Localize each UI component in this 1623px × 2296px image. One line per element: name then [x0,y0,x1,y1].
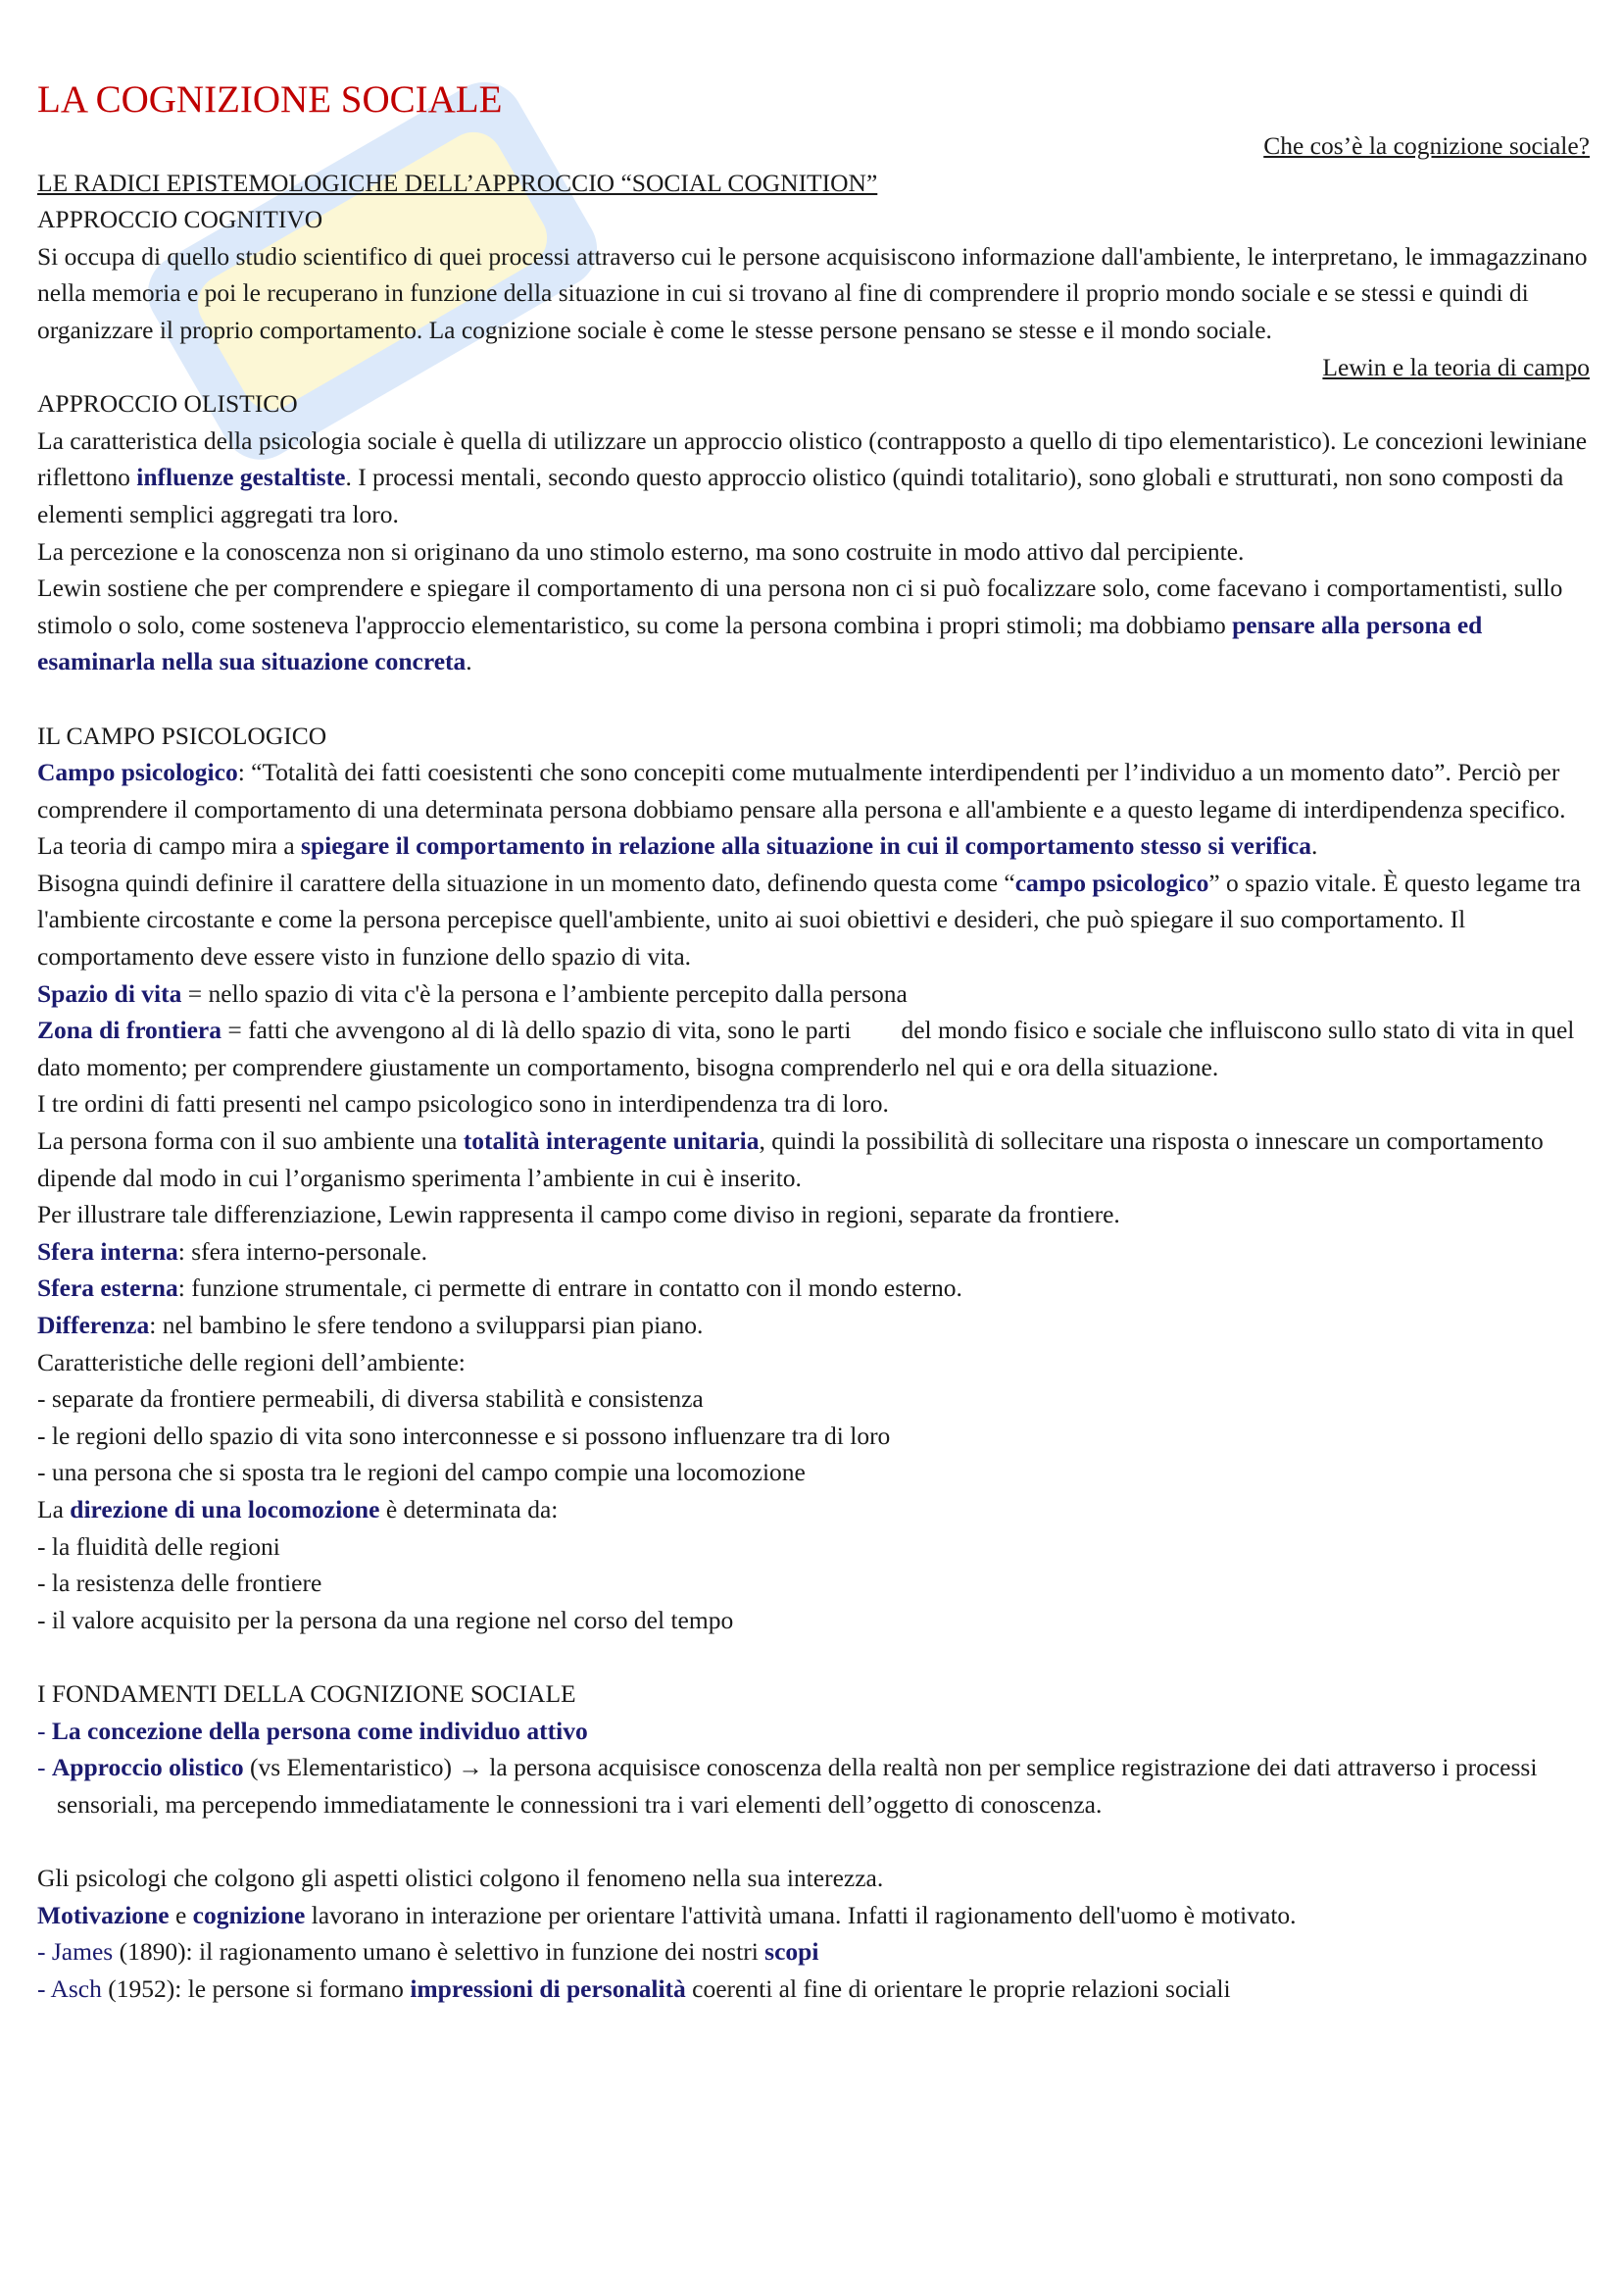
paragraph-field-4 [37,1123,1590,1196]
text: . I processi mentali, secondo questo approccio olistico (quindi totalitario), sono globali e strutturati, non sono composti da elementi semplici aggregati tra loro. [37,463,1564,528]
definition-life-space [37,975,1590,1013]
term-sfera-interna: Sfera interna [37,1236,178,1266]
text: , quindi la possibilità di sollecitare una risposta o innescare un comportamento dipende dal modo in cui l’organismo sperimenta l’ambiente in cui è inserito. [37,1126,1544,1192]
paragraph-field-1 [37,754,1590,865]
text: è determinata da: [379,1494,559,1523]
text: (vs Elementaristico) → la persona acquisisce conoscenza della realtà non per semplice registrazione dei dati attraverso i processi sensoriali, ma percependo immediatamente le connessioni tra i vari elementi dell’oggetto di conoscenza. [57,1753,1538,1819]
heading-holistic-approach: APPROCCIO OLISTICO [37,389,298,419]
highlight-cognition: cognizione [192,1900,306,1929]
term-differenza: Differenza [37,1311,150,1339]
list-item: - una persona che si sposta tra le regioni del campo compie una locomozione [37,1458,806,1487]
highlight-direction: direzione di una locomozione [70,1494,380,1523]
text: = fatti che avvengono al di là dello spazio di vita, sono le parti del mondo fisico e sociale che influiscono sullo stato di vita in quel dato momento; per comprendere giustamente un comportamento, bisogna comprenderlo nel qui e ora della situazione. [37,1016,1581,1081]
list-item-asch [37,1971,1590,2008]
highlight-motivation: Motivazione [37,1900,170,1929]
dash: - [37,1973,51,2003]
text: = nello spazio di vita c'è la persona e l’ambiente percepito dalla persona [181,978,908,1008]
list-item: - la fluidità delle regioni [37,1531,280,1561]
paragraph-field-3: I tre ordini di fatti presenti nel campo psicologico sono in interdipendenza tra di loro. [37,1089,889,1119]
paragraph-holistic-1 [37,423,1590,533]
text: Bisogna quindi definire il carattere della situazione in un momento dato, definendo questa come “ [37,868,1015,897]
paragraph-cognitive: Si occupa di quello studio scientifico di quei processi attraverso cui le persone acquisiscono informazione dall'ambiente, le interpretano, le immagazzinano nella memoria e poi le recuperano in funzione della situazione in cui si trovano al fine di comprendere il proprio mondo sociale e se stessi e quindi di organizzare il proprio comportamento. La cognizione sociale è come le stesse persone pensano se stesse e il mondo sociale. [37,241,1588,344]
dash: - [37,1753,52,1782]
highlight-holistic-approach: Approccio olistico [51,1753,244,1782]
dash: - [37,1716,52,1745]
list-item: - la resistenza delle frontiere [37,1569,322,1598]
heading-psychological-field: IL CAMPO PSICOLOGICO [37,721,327,750]
term-spazio-di-vita: Spazio di vita [37,978,182,1008]
paragraph-foundations-1: Gli psicologi che colgono gli aspetti olistici colgono il fenomeno nella sua interezza. [37,1863,884,1892]
paragraph-holistic-2: La percezione e la conoscenza non si originano da uno stimolo esterno, ma sono costruite in modo attivo dal percipiente. [37,536,1245,566]
definition-difference [37,1307,1590,1344]
text: : “Totalità dei fatti coesistenti che sono concepiti come mutualmente interdipendenti per l’individuo a un momento dato”. Perciò per comprendere il comportamento di una determinata persona dobbiamo pensare alla persona e all'ambiente e a questo legame di interdipendenza specifico. La teoria di campo mira a [37,758,1566,861]
list-item-james [37,1933,1590,1971]
section-heading-roots: LE RADICI EPISTEMOLOGICHE DELL’APPROCCIO “SOCIAL COGNITION” [37,168,878,197]
text: (1952): le persone si formano [101,1973,411,2003]
right-heading-lewin: Lewin e la teoria di campo [1322,352,1590,381]
definition-border-zone [37,1012,1590,1085]
spacer [37,680,1590,718]
highlight-gestalt: influenze gestaltiste [136,463,346,492]
text: La caratteristica della psicologia sociale è quella di utilizzare un approccio olistico (contrapposto a quello di tipo elementaristico). Le concezioni lewiniane riflettono [37,425,1588,492]
highlight-active-individual: La concezione della persona come individuo attivo [51,1716,588,1745]
highlight-goals: scopi [764,1937,819,1967]
right-heading-what-is: Che cos’è la cognizione sociale? [1263,131,1590,160]
paragraph-field-2 [37,865,1590,975]
text: . [466,647,472,676]
list-item: - separate da frontiere permeabili, di diversa stabilità e consistenza [37,1384,704,1414]
text: Lewin sostiene che per comprendere e spiegare il comportamento di una persona non ci si può focalizzare solo, come facevano i comportamentisti, sullo stimolo o solo, come sosteneva l'approccio elementaristico, su come la persona combina i propri stimoli; ma dobbiamo [37,574,1563,639]
paragraph-foundations-2 [37,1897,1590,1934]
document-page [37,76,1590,2007]
term-zona-di-frontiera: Zona di frontiera [37,1016,221,1045]
dash: - [37,1937,52,1967]
heading-foundations: I FONDAMENTI DELLA COGNIZIONE SOCIALE [37,1678,576,1708]
list-item: - le regioni dello spazio di vita sono interconnesse e si possono influenzare tra di loro [37,1421,891,1450]
text: . [1311,831,1318,861]
highlight-explain-behaviour: spiegare il comportamento in relazione alla situazione in cui il comportamento stesso si verifica [301,831,1312,861]
author-james: James [51,1937,114,1967]
paragraph-field-5: Per illustrare tale differenziazione, Lewin rappresenta il campo come diviso in regioni, separate da frontiere. [37,1200,1120,1229]
text: ” o spazio vitale. È questo legame tra l'ambiente circostante e come la persona percepisce quell'ambiente, unito ai suoi obiettivi e desideri, che può spiegare il suo comportamento. Il comportamento deve essere visto in funzione dello spazio di vita. [37,868,1581,972]
highlight-totality: totalità interagente unitaria [463,1126,760,1156]
text: : funzione strumentale, ci permette di entrare in contatto con il mondo esterno. [177,1273,962,1303]
highlight-impressions: impressioni di personalità [410,1973,686,2003]
highlight-campo-psicologico: campo psicologico [1014,868,1209,897]
paragraph-holistic-3 [37,570,1590,680]
term-sfera-esterna: Sfera esterna [37,1273,178,1303]
definition-external-sphere [37,1270,1590,1307]
heading-cognitive-approach: APPROCCIO COGNITIVO [37,205,323,234]
spacer [37,1638,1590,1675]
spacer [37,1822,1590,1860]
list-item: - il valore acquisito per la persona da una regione nel corso del tempo [37,1605,734,1634]
text: lavorano in interazione per orientare l'attività umana. Infatti il ragionamento dell'uomo è motivato. [305,1900,1297,1929]
paragraph-direction [37,1491,1590,1528]
author-asch: Asch [50,1973,102,2003]
text: e [169,1900,193,1929]
definition-internal-sphere [37,1233,1590,1271]
term-campo-psicologico: Campo psicologico [37,758,238,787]
regions-intro: Caratteristiche delle regioni dell’ambiente: [37,1347,466,1376]
list-item [37,1749,1590,1822]
text: coerenti al fine di orientare le proprie relazioni sociali [685,1973,1231,2003]
text: (1890): il ragionamento umano è selettivo in funzione dei nostri [113,1937,765,1967]
page-title: LA COGNIZIONE SOCIALE [37,78,503,121]
text: La [37,1494,71,1523]
text: : nel bambino le sfere tendono a svilupparsi pian piano. [149,1311,704,1339]
highlight-concrete-situation: pensare alla persona ed esaminarla nella sua situazione concreta [37,610,1483,676]
text: La persona forma con il suo ambiente una [37,1126,464,1156]
list-item [37,1713,1590,1750]
text: : sfera interno-personale. [177,1236,427,1266]
